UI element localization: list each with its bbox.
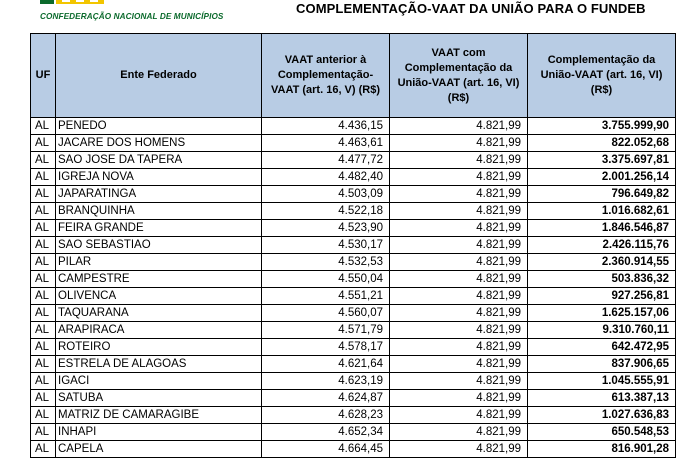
ente-federado-cell: INHAPI (56, 424, 262, 441)
complementacao-cell: 822.052,68 (528, 135, 676, 152)
vaat-com-cell: 4.821,99 (390, 254, 528, 271)
complementacao-cell: 2.426.115,76 (528, 237, 676, 254)
complementacao-cell: 1.016.682,61 (528, 203, 676, 220)
vaat-com-cell: 4.821,99 (390, 186, 528, 203)
uf-cell: AL (31, 152, 56, 169)
ente-federado-cell: PILAR (56, 254, 262, 271)
document-title: COMPLEMENTAÇÃO-VAAT DA UNIÃO PARA O FUNDEB (296, 1, 646, 16)
vaat-anterior-cell: 4.664,45 (262, 441, 390, 458)
vaat-anterior-cell: 4.530,17 (262, 237, 390, 254)
complementacao-cell: 2.001.256,14 (528, 169, 676, 186)
ente-federado-cell: ESTRELA DE ALAGOAS (56, 356, 262, 373)
uf-cell: AL (31, 186, 56, 203)
vaat-com-cell: 4.821,99 (390, 407, 528, 424)
vaat-anterior-cell: 4.463,61 (262, 135, 390, 152)
ente-federado-cell: JACARE DOS HOMENS (56, 135, 262, 152)
ente-federado-cell: ARAPIRACA (56, 322, 262, 339)
ente-federado-cell: IGACI (56, 373, 262, 390)
complementacao-cell: 816.901,28 (528, 441, 676, 458)
vaat-anterior-cell: 4.551,21 (262, 288, 390, 305)
vaat-anterior-cell: 4.503,09 (262, 186, 390, 203)
cnm-logo-mark-icon (40, 0, 104, 10)
table-row (31, 407, 676, 424)
complementacao-cell: 837.906,65 (528, 356, 676, 373)
ente-federado-cell: BRANQUINHA (56, 203, 262, 220)
ente-federado-cell: ROTEIRO (56, 339, 262, 356)
vaat-anterior-cell: 4.532,53 (262, 254, 390, 271)
uf-cell: AL (31, 169, 56, 186)
table-row (31, 373, 676, 390)
vaat-com-cell: 4.821,99 (390, 373, 528, 390)
uf-cell: AL (31, 390, 56, 407)
vaat-com-cell: 4.821,99 (390, 220, 528, 237)
uf-cell: AL (31, 254, 56, 271)
table-row (31, 237, 676, 254)
vaat-anterior-cell: 4.550,04 (262, 271, 390, 288)
vaat-anterior-cell: 4.477,72 (262, 152, 390, 169)
vaat-com-cell: 4.821,99 (390, 424, 528, 441)
ente-federado-cell: TAQUARANA (56, 305, 262, 322)
complementacao-cell: 503.836,32 (528, 271, 676, 288)
ente-federado-cell: CAPELA (56, 441, 262, 458)
uf-cell: AL (31, 203, 56, 220)
vaat-anterior-cell: 4.560,07 (262, 305, 390, 322)
ente-federado-cell: SATUBA (56, 390, 262, 407)
vaat-anterior-cell: 4.482,40 (262, 169, 390, 186)
vaat-com-cell: 4.821,99 (390, 441, 528, 458)
ente-federado-cell: MATRIZ DE CAMARAGIBE (56, 407, 262, 424)
vaat-com-cell: 4.821,99 (390, 305, 528, 322)
uf-cell: AL (31, 135, 56, 152)
vaat-anterior-cell: 4.652,34 (262, 424, 390, 441)
vaat-anterior-cell: 4.578,17 (262, 339, 390, 356)
uf-cell: AL (31, 271, 56, 288)
ente-federado-cell: OLIVENCA (56, 288, 262, 305)
table-row (31, 271, 676, 288)
table-row (31, 118, 676, 135)
complementacao-cell: 927.256,81 (528, 288, 676, 305)
table-row (31, 339, 676, 356)
table-row (31, 254, 676, 271)
header-uf: UF (31, 34, 56, 118)
ente-federado-cell: IGREJA NOVA (56, 169, 262, 186)
table-row (31, 135, 676, 152)
vaat-com-cell: 4.821,99 (390, 271, 528, 288)
vaat-com-cell: 4.821,99 (390, 237, 528, 254)
vaat-com-cell: 4.821,99 (390, 288, 528, 305)
header-ente-federado: Ente Federado (56, 34, 262, 118)
cnm-logo (38, 0, 224, 26)
vaat-anterior-cell: 4.571,79 (262, 322, 390, 339)
vaat-com-cell: 4.821,99 (390, 135, 528, 152)
ente-federado-cell: SAO SEBASTIAO (56, 237, 262, 254)
uf-cell: AL (31, 424, 56, 441)
uf-cell: AL (31, 237, 56, 254)
table-row (31, 305, 676, 322)
vaat-anterior-cell: 4.436,15 (262, 118, 390, 135)
logo-text: CONFEDERAÇÃO NACIONAL DE MUNICÍPIOS (40, 12, 224, 21)
complementacao-cell: 642.472,95 (528, 339, 676, 356)
complementacao-cell: 1.625.157,06 (528, 305, 676, 322)
vaat-anterior-cell: 4.628,23 (262, 407, 390, 424)
vaat-com-cell: 4.821,99 (390, 339, 528, 356)
vaat-com-cell: 4.821,99 (390, 203, 528, 220)
uf-cell: AL (31, 373, 56, 390)
vaat-com-cell: 4.821,99 (390, 356, 528, 373)
ente-federado-cell: CAMPESTRE (56, 271, 262, 288)
table-row (31, 169, 676, 186)
uf-cell: AL (31, 305, 56, 322)
complementacao-cell: 1.027.636,83 (528, 407, 676, 424)
table-row (31, 424, 676, 441)
uf-cell: AL (31, 220, 56, 237)
ente-federado-cell: SAO JOSE DA TAPERA (56, 152, 262, 169)
vaat-table (30, 33, 676, 458)
vaat-com-cell: 4.821,99 (390, 152, 528, 169)
complementacao-cell: 1.045.555,91 (528, 373, 676, 390)
complementacao-cell: 9.310.760,11 (528, 322, 676, 339)
table-row (31, 356, 676, 373)
table-row (31, 203, 676, 220)
complementacao-cell: 3.755.999,90 (528, 118, 676, 135)
uf-cell: AL (31, 339, 56, 356)
uf-cell: AL (31, 356, 56, 373)
uf-cell: AL (31, 407, 56, 424)
complementacao-cell: 613.387,13 (528, 390, 676, 407)
vaat-anterior-cell: 4.621,64 (262, 356, 390, 373)
complementacao-cell: 650.548,53 (528, 424, 676, 441)
vaat-com-cell: 4.821,99 (390, 390, 528, 407)
vaat-com-cell: 4.821,99 (390, 169, 528, 186)
vaat-anterior-cell: 4.522,18 (262, 203, 390, 220)
table-row (31, 152, 676, 169)
uf-cell: AL (31, 322, 56, 339)
table-row (31, 186, 676, 203)
complementacao-cell: 1.846.546,87 (528, 220, 676, 237)
vaat-anterior-cell: 4.624,87 (262, 390, 390, 407)
ente-federado-cell: JAPARATINGA (56, 186, 262, 203)
header-complementacao-uniao: Complementação da União-VAAT (art. 16, VI) (R$) (528, 34, 676, 118)
uf-cell: AL (31, 441, 56, 458)
table-header-row (31, 34, 676, 118)
vaat-anterior-cell: 4.523,90 (262, 220, 390, 237)
complementacao-cell: 2.360.914,55 (528, 254, 676, 271)
ente-federado-cell: PENEDO (56, 118, 262, 135)
vaat-com-cell: 4.821,99 (390, 118, 528, 135)
ente-federado-cell: FEIRA GRANDE (56, 220, 262, 237)
uf-cell: AL (31, 288, 56, 305)
vaat-com-cell: 4.821,99 (390, 322, 528, 339)
complementacao-cell: 796.649,82 (528, 186, 676, 203)
table-row (31, 441, 676, 458)
table-row (31, 322, 676, 339)
uf-cell: AL (31, 118, 56, 135)
table-row (31, 390, 676, 407)
header-vaat-com-complementacao: VAAT com Complementação da União-VAAT (art. 16, VI) (R$) (390, 34, 528, 118)
complementacao-cell: 3.375.697,81 (528, 152, 676, 169)
table-row (31, 220, 676, 237)
vaat-anterior-cell: 4.623,19 (262, 373, 390, 390)
header-vaat-anterior: VAAT anterior à Complementação-VAAT (art. 16, V) (R$) (262, 34, 390, 118)
table-row (31, 288, 676, 305)
